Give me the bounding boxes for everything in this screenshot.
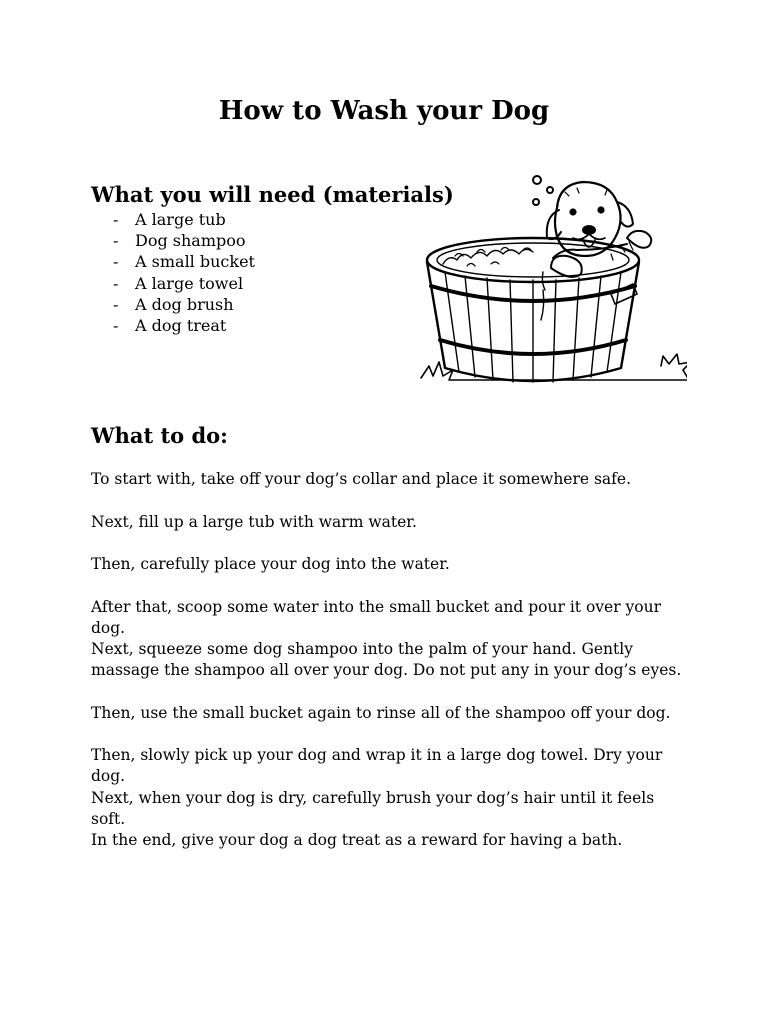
instruction-step: Then, use the small bucket again to rinse all of the shampoo off your dog.	[91, 704, 671, 722]
dog-nose	[583, 226, 595, 234]
dog-head	[555, 182, 621, 256]
list-item	[91, 209, 255, 230]
bubble-icon	[547, 187, 553, 193]
bubble-icon	[533, 199, 539, 205]
instruction-step: Then, slowly pick up your dog and wrap it in a large dog towel. Dry your dog.	[91, 746, 663, 785]
list-item-label: A small bucket	[135, 252, 255, 272]
list-item	[91, 315, 255, 336]
instruction-step: Then, carefully place your dog into the water.	[91, 555, 450, 573]
instruction-step: Next, fill up a large tub with warm water.	[91, 513, 417, 531]
steps-heading: What to do:	[91, 423, 228, 448]
instruction-step: Next, squeeze some dog shampoo into the palm of your hand. Gently massage the shampoo all over your dog. Do not put any in your dog’s eyes.	[91, 640, 682, 679]
instruction-step: To start with, take off your dog’s collar and place it somewhere safe.	[91, 470, 632, 488]
list-item-label: A dog brush	[135, 294, 234, 314]
bullet-dash: -	[113, 273, 119, 293]
list-item	[91, 294, 255, 315]
foam	[443, 249, 533, 264]
page-title: How to Wash your Dog	[218, 96, 550, 126]
instruction-step: In the end, give your dog a dog treat as a reward for having a bath.	[91, 831, 623, 849]
list-item-label: A large towel	[135, 273, 244, 293]
dog-ear	[547, 210, 561, 239]
instruction-step: Next, when your dog is dry, carefully brush your dog’s hair until it feels soft.	[91, 789, 655, 828]
list-item-label: A dog treat	[135, 316, 227, 336]
bullet-dash: -	[113, 294, 119, 314]
list-item	[91, 230, 255, 251]
dog-eye	[598, 207, 603, 212]
bubble-icon	[533, 176, 541, 184]
dog-in-wooden-tub-icon	[415, 172, 687, 404]
dog-eye	[570, 209, 575, 214]
list-item	[91, 251, 255, 272]
instruction-step: After that, scoop some water into the small bucket and pour it over your dog.	[91, 598, 662, 637]
bullet-dash: -	[113, 231, 119, 251]
bullet-dash: -	[113, 316, 119, 336]
bullet-dash: -	[113, 252, 119, 272]
list-item-label: A large tub	[135, 210, 226, 229]
list-item-label: Dog shampoo	[135, 231, 246, 251]
materials-list	[91, 209, 255, 336]
materials-heading: What you will need (materials)	[91, 182, 454, 207]
list-item	[91, 273, 255, 294]
dog-paw	[551, 256, 582, 277]
bullet-dash: -	[113, 210, 119, 229]
tub-rim	[427, 238, 639, 282]
